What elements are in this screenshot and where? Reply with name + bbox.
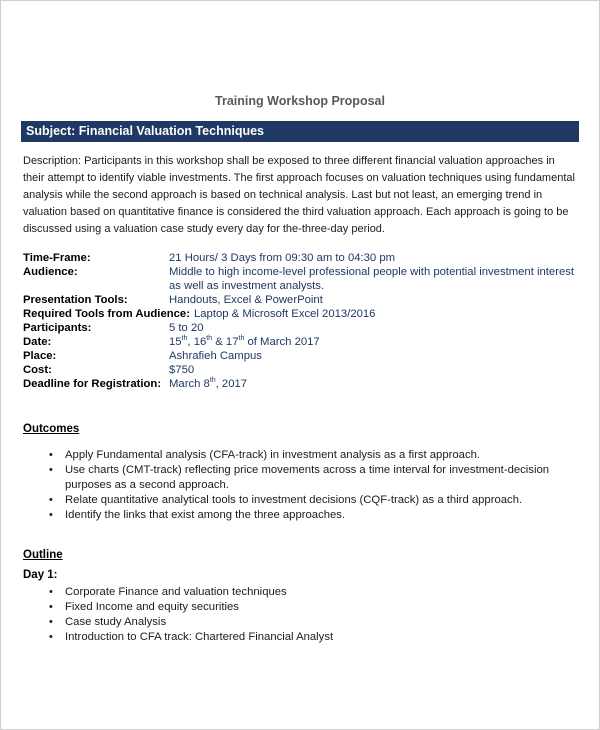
- detail-value: 15th, 16th & 17th of March 2017: [169, 335, 320, 348]
- outcomes-heading: Outcomes: [23, 423, 80, 435]
- day-1-label: Day 1:: [23, 569, 58, 581]
- list-item: • Fixed Income and equity securities: [65, 600, 579, 615]
- detail-value: 5 to 20: [169, 322, 204, 334]
- details-table: [23, 251, 579, 391]
- detail-label: Date:: [23, 336, 52, 348]
- detail-label: Cost:: [23, 364, 52, 376]
- detail-label: Required Tools from Audience:: [23, 308, 190, 320]
- detail-row: [23, 251, 579, 265]
- list-item: • Case study Analysis: [65, 615, 579, 630]
- list-item: • Apply Fundamental analysis (CFA-track) in investment analysis as a first approach.: [65, 448, 579, 463]
- detail-value: Laptop & Microsoft Excel 2013/2016: [193, 308, 376, 320]
- description-paragraph: Description: Participants in this workshop shall be exposed to three different financial valuation approaches in their attempt to identify viable investments. The first approach focuses on valuation techniques using fundamental analysis while the second approach is based on technical analysis. Last but not least, an emerging trend in valuation based on quantitative finance is considered the third valuation approach. Each approach is going to be discussed using a valuation case study every day for the-three-day period.: [23, 155, 575, 235]
- detail-label: Deadline for Registration:: [23, 378, 162, 390]
- detail-label: Place:: [23, 350, 57, 362]
- outline-day1-list: [23, 585, 579, 645]
- subject-bar: [21, 121, 579, 142]
- outline-heading: Outline: [23, 549, 63, 561]
- detail-row: [23, 293, 579, 307]
- detail-value: March 8th, 2017: [169, 377, 248, 390]
- detail-label: Participants:: [23, 322, 92, 334]
- detail-value: 21 Hours/ 3 Days from 09:30 am to 04:30 pm: [169, 252, 396, 264]
- detail-label: Time-Frame:: [23, 252, 91, 264]
- detail-value: Middle to high income-level professional people with potential investment interest as well as investment analysts.: [169, 266, 575, 292]
- detail-row: [23, 321, 579, 335]
- outcomes-list: [23, 448, 579, 523]
- detail-row: [23, 335, 579, 349]
- subject-bar-text: Subject: Financial Valuation Techniques: [26, 124, 265, 138]
- outline-section: [23, 549, 579, 645]
- list-item: • Use charts (CMT-track) reflecting price movements across a time interval for investment-decision purposes as a second approach.: [65, 463, 579, 493]
- detail-value: Handouts, Excel & PowerPoint: [169, 294, 323, 306]
- outcomes-section: [23, 423, 579, 523]
- list-item: • Introduction to CFA track: Chartered Financial Analyst: [65, 630, 579, 645]
- list-item: • Identify the links that exist among the three approaches.: [65, 508, 579, 523]
- detail-row: [23, 377, 579, 391]
- detail-row: [23, 349, 579, 363]
- page-title: Training Workshop Proposal: [215, 94, 385, 108]
- list-item: • Corporate Finance and valuation techniques: [65, 585, 579, 600]
- detail-row: [23, 363, 579, 377]
- detail-value: $750: [169, 364, 195, 376]
- detail-row: [23, 307, 579, 321]
- detail-label: Presentation Tools:: [23, 294, 128, 306]
- detail-label: Audience:: [23, 266, 78, 278]
- detail-value: Ashrafieh Campus: [169, 350, 262, 362]
- detail-row: [23, 265, 579, 293]
- list-item: • Relate quantitative analytical tools to investment decisions (CQF-track) as a third approach.: [65, 493, 579, 508]
